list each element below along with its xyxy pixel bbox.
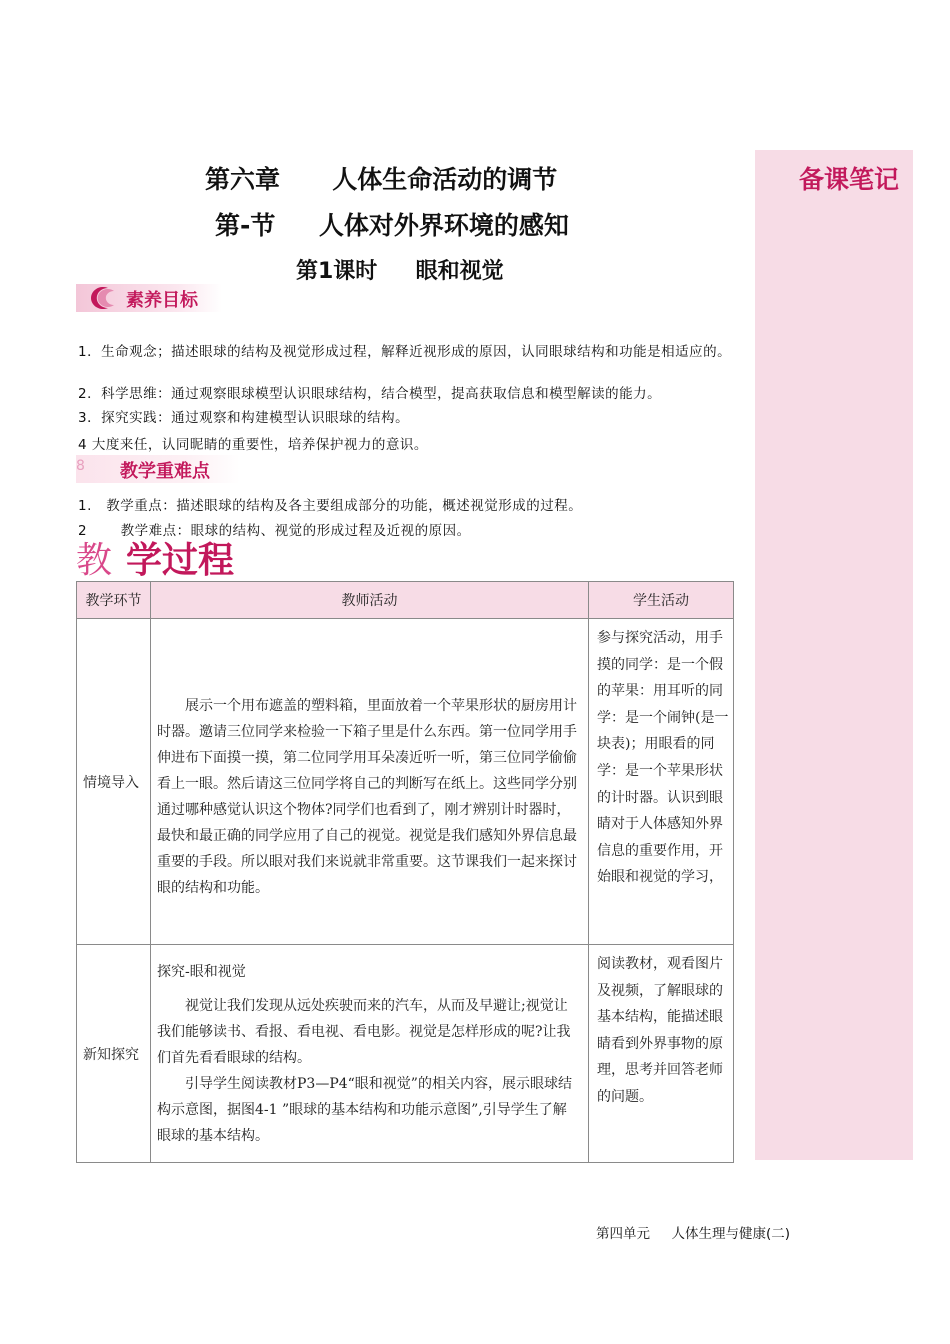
goals-heading (76, 284, 226, 312)
teacher-paragraph: 展示一个用布遮盖的塑料箱，里面放着一个苹果形状的厨房用计时器。邀请三位同学来检验一下箱子里是什么东西。第一位同学用手伸进布下面摸一摸，第二位同学用耳朵凑近听一听，第三位同学偷偷看上一眼。然后请这三位同学将自己的判断写在纸上。这些同学分别通过哪种感觉认识这个物体?同学们也看到了，刚才辨别计时器时，最快和最正确的同学应用了自己的视觉。视觉是我们感知外界信息最重要的手段。所以眼对我们来说就非常重要。这节课我们一起来探讨眼的结构和功能。 (157, 697, 577, 896)
keypoint-item-2: 2 教学难点：眼球的结构、视觉的形成过程及近视的原因。 (78, 523, 471, 539)
keypoints-heading-text: 教学重难点 (120, 461, 210, 482)
teacher-paragraph: 引导学生阅读教材P3—P4“眼和视觉”的相关内容，展示眼球结构示意图，据图4-1 ”眼球的基本结构和功能示意图”,引导学生了解眼球的基本结构。 (157, 1076, 572, 1144)
goal-item-4: 4 大度来任，认同昵睛的重要性，培养保护视力的意识。 (78, 437, 428, 453)
process-title-rest: 学过程 (126, 540, 235, 581)
chapter-title: 第六章 人体生命活动的调节 (205, 165, 558, 194)
notes-sidebar-title: 备课笔记 (799, 165, 900, 194)
notes-sidebar (755, 150, 913, 1160)
header-student: 学生活动 (589, 582, 734, 619)
student-cell: 参与探究活动，用手摸的同学：是一个假的苹果：用耳听的同学：是一个闹钟(是一块表)；用眼看的同学：是一个苹果形状的计时器。认识到眼睛对于人体感知外界信息的重要作用，开始眼和视觉的学习， (589, 619, 734, 945)
keypoint-item-1: 1. 教学重点：描述眼球的结构及各主要组成部分的功能，概述视觉形成的过程。 (78, 498, 583, 514)
crescent-icon (82, 285, 116, 311)
goal-item-3: 3．探究实践：通过观察和构建模型认识眼球的结构。 (78, 410, 410, 426)
process-table (76, 581, 734, 1163)
header-teacher: 教师活动 (151, 582, 589, 619)
header-stage: 教学环节 (77, 582, 151, 619)
student-cell: 阅读教材，观看图片及视频，了解眼球的基本结构，能描述眼睛看到外界事物的原理，思考并回答老师的问题。 (589, 945, 734, 1163)
table-row (77, 619, 734, 945)
process-title (76, 532, 234, 583)
lesson-title: 第1课时 眼和视觉 (296, 259, 504, 284)
goal-item-1: 1．生命观念；描述眼球的结构及视觉形成过程，解释近视形成的原因，认同眼球结构和功能是相适应的。 (78, 344, 732, 360)
process-title-first: 教 (76, 540, 113, 581)
table-header-row (77, 582, 734, 619)
goal-item-2: 2．科学思维：通过观察眼球模型认识眼球结构，结合模型，提高获取信息和模型解读的能力。 (78, 386, 662, 402)
stage-cell: 情境导入 (77, 619, 151, 945)
teacher-paragraph: 视觉让我们发现从远处疾驶而来的汽车，从而及早避让;视觉让我们能够读书、看报、看电视、看电影。视觉是怎样形成的呢?让我们首先看看眼球的结构。 (157, 998, 571, 1066)
keypoints-heading (76, 455, 246, 483)
teacher-paragraph: 探究-眼和视觉 (157, 964, 246, 980)
teacher-cell (151, 945, 589, 1163)
goals-heading-text: 素养目标 (126, 290, 198, 311)
teacher-cell (151, 619, 589, 945)
keypoints-marker: 8 (76, 458, 85, 474)
table-row (77, 945, 734, 1163)
page-footer: 第四单元 人体生理与健康(二) (596, 1226, 790, 1242)
section-title: 第-节 人体对外界环境的感知 (215, 211, 569, 240)
stage-cell: 新知探究 (77, 945, 151, 1163)
